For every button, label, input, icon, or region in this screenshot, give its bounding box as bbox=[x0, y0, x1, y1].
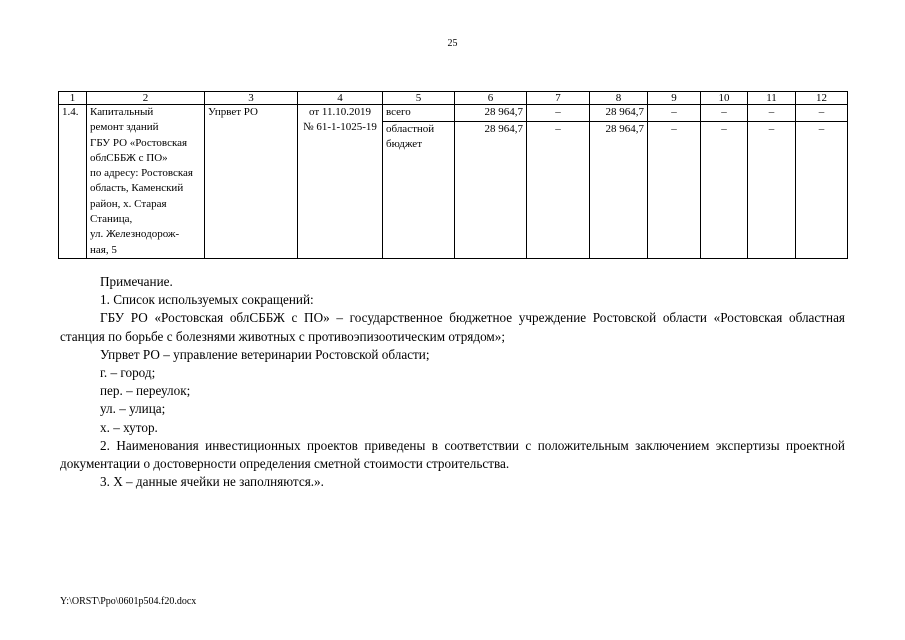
project-name-line: Капитальный bbox=[90, 106, 154, 118]
value-cell: 28 964,7 bbox=[590, 105, 648, 122]
header-cell: 7 bbox=[527, 92, 590, 105]
header-cell: 6 bbox=[455, 92, 527, 105]
funding-source: всего bbox=[383, 105, 455, 122]
note-item-1: 1. Список используемых сокращений: bbox=[100, 292, 314, 308]
project-name-line: область, Каменский bbox=[90, 182, 184, 195]
funding-source-line: областной bbox=[386, 122, 435, 135]
funding-source-line: бюджет bbox=[386, 138, 422, 151]
document-date: от 11.10.2019 bbox=[308, 106, 371, 118]
header-cell: 2 bbox=[87, 92, 205, 105]
header-cell: 8 bbox=[590, 92, 648, 105]
value-cell: – bbox=[748, 105, 796, 122]
value-cell: 28 964,7 bbox=[455, 105, 527, 122]
header-cell: 4 bbox=[298, 92, 383, 105]
header-cell: 12 bbox=[796, 92, 848, 105]
notes-title: Примечание. bbox=[100, 274, 173, 289]
project-name-line: ул. Железнодорож- bbox=[90, 228, 180, 241]
project-name-line: Станица, bbox=[90, 213, 133, 226]
note-item-3: 3. Х – данные ячейки не заполняются.». bbox=[100, 474, 324, 490]
header-cell: 9 bbox=[648, 92, 701, 105]
project-name-line: по адресу: Ростовская bbox=[90, 167, 193, 180]
value-cell: – bbox=[701, 121, 748, 258]
value-cell: 28 964,7 bbox=[455, 121, 527, 258]
header-cell: 11 bbox=[748, 92, 796, 105]
value-cell: – bbox=[648, 121, 701, 258]
footer-file-path: Y:\ORST\Ppo\0601p504.f20.docx bbox=[60, 596, 197, 607]
document-number: № 61-1-1025-19 bbox=[303, 121, 377, 134]
notes-section bbox=[60, 273, 845, 491]
abbr-h: х. – хутор. bbox=[100, 419, 158, 435]
header-cell: 1 bbox=[59, 92, 87, 105]
abbr-g: г. – город; bbox=[100, 365, 156, 381]
funding-source bbox=[383, 121, 455, 258]
value-cell: – bbox=[748, 121, 796, 258]
value-cell: – bbox=[527, 105, 590, 122]
project-name bbox=[87, 105, 205, 259]
value-cell: – bbox=[648, 105, 701, 122]
abbr-per: пер. – переулок; bbox=[100, 383, 191, 399]
value-cell: – bbox=[796, 105, 848, 122]
project-name-line: ГБУ РО «Ростовская bbox=[90, 136, 188, 149]
value-cell: 28 964,7 bbox=[590, 121, 648, 258]
customer-cell: Упрвет РО bbox=[205, 105, 298, 259]
table-row bbox=[59, 105, 848, 122]
investment-table bbox=[58, 91, 848, 259]
value-cell: – bbox=[527, 121, 590, 258]
header-cell: 5 bbox=[383, 92, 455, 105]
note-item-2: 2. Наименования инвестиционных проектов приведены в соответствии с положительным заключением экспертизы проектной документации о достоверности определения сметной стоимости строительства. bbox=[60, 437, 845, 472]
header-cell: 3 bbox=[205, 92, 298, 105]
abbr-upr: Упрвет РО – управление ветеринарии Ростовской области; bbox=[100, 346, 430, 362]
table-header-row bbox=[59, 92, 848, 105]
abbr-ul: ул. – улица; bbox=[100, 401, 166, 417]
document-cell bbox=[298, 105, 383, 259]
header-cell: 10 bbox=[701, 92, 748, 105]
project-name-line: ная, 5 bbox=[90, 243, 117, 256]
value-cell: – bbox=[796, 121, 848, 258]
project-name-line: район, х. Старая bbox=[90, 197, 167, 210]
project-name-line: облСББЖ с ПО» bbox=[90, 151, 168, 164]
project-name-line: ремонт зданий bbox=[90, 121, 159, 134]
page-number: 25 bbox=[447, 38, 458, 49]
row-number: 1.4. bbox=[59, 105, 87, 259]
value-cell: – bbox=[701, 105, 748, 122]
abbr-gbu: ГБУ РО «Ростовская облСББЖ с ПО» – государственное бюджетное учреждение Ростовской области «Ростовская областная станция по борьбе с болезнями животных с противоэпизоотическим отрядом»; bbox=[60, 310, 845, 344]
